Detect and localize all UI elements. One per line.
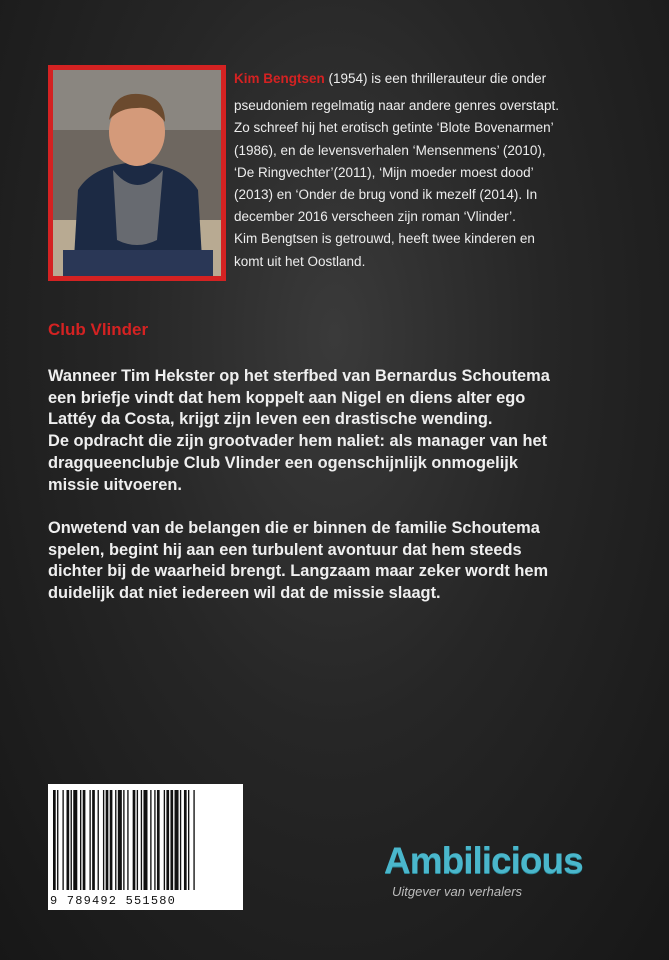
bio-line: ‘De Ringvechter’(2011), ‘Mijn moeder moest dood’ (234, 164, 534, 180)
author-photo (48, 65, 226, 281)
barcode-bars (53, 790, 238, 890)
isbn-barcode (48, 784, 243, 910)
blurb-line: dragqueenclubje Club Vlinder een ogenschijnlijk onmogelijk (48, 453, 518, 472)
bio-first-line (234, 68, 614, 90)
blurb-line: dichter bij de waarheid brengt. Langzaam maar zeker wordt hem (48, 562, 549, 581)
book-blurb (48, 366, 628, 626)
blurb-line: spelen, begint hij aan een turbulent avontuur dat hem steeds (48, 540, 522, 559)
bio-line: Zo schreef hij het erotisch getinte ‘Blote Bovenarmen’ (234, 120, 554, 136)
publisher-logo: Ambilicious (384, 840, 583, 881)
author-portrait-image (53, 70, 221, 276)
blurb-paragraph-1 (48, 366, 628, 496)
blurb-line: missie uitvoeren. (48, 475, 182, 494)
bio-line: komt uit het Oostland. (234, 253, 366, 269)
blurb-line: Onwetend van de belangen die er binnen de familie Schoutema (48, 518, 540, 537)
book-title: Club Vlinder (48, 320, 149, 339)
blurb-line: duidelijk dat niet iedereen wil dat de missie slaagt. (48, 584, 441, 603)
author-name: Kim Bengtsen (234, 71, 325, 86)
bio-line: (2013) en ‘Onder de brug vond ik mezelf (2014). In (234, 187, 538, 203)
blurb-line: Wanneer Tim Hekster op het sterfbed van Bernardus Schoutema (48, 367, 550, 385)
isbn-number: 9 789492 551580 (50, 894, 177, 908)
bio-line: december 2016 verscheen zijn roman ‘Vlinder’. (234, 209, 516, 225)
bio-line: Kim Bengtsen is getrouwd, heeft twee kinderen en (234, 231, 535, 247)
blurb-paragraph-2 (48, 518, 628, 605)
bio-line: (1986), en de levensverhalen ‘Mensenmens’ (2010), (234, 142, 546, 158)
publisher-tagline: Uitgever van verhalers (392, 884, 523, 899)
bio-intro: (1954) is een thrillerauteur die onder (324, 71, 547, 86)
blurb-line: een briefje vindt dat hem koppelt aan Nigel en diens alter ego (48, 388, 526, 407)
blurb-line: De opdracht die zijn grootvader hem naliet: als manager van het (48, 432, 548, 451)
blurb-line: Lattéy da Costa, krijgt zijn leven een drastische wending. (48, 410, 493, 429)
author-bio (234, 68, 614, 273)
bio-line: pseudoniem regelmatig naar andere genres overstapt. (234, 98, 559, 114)
